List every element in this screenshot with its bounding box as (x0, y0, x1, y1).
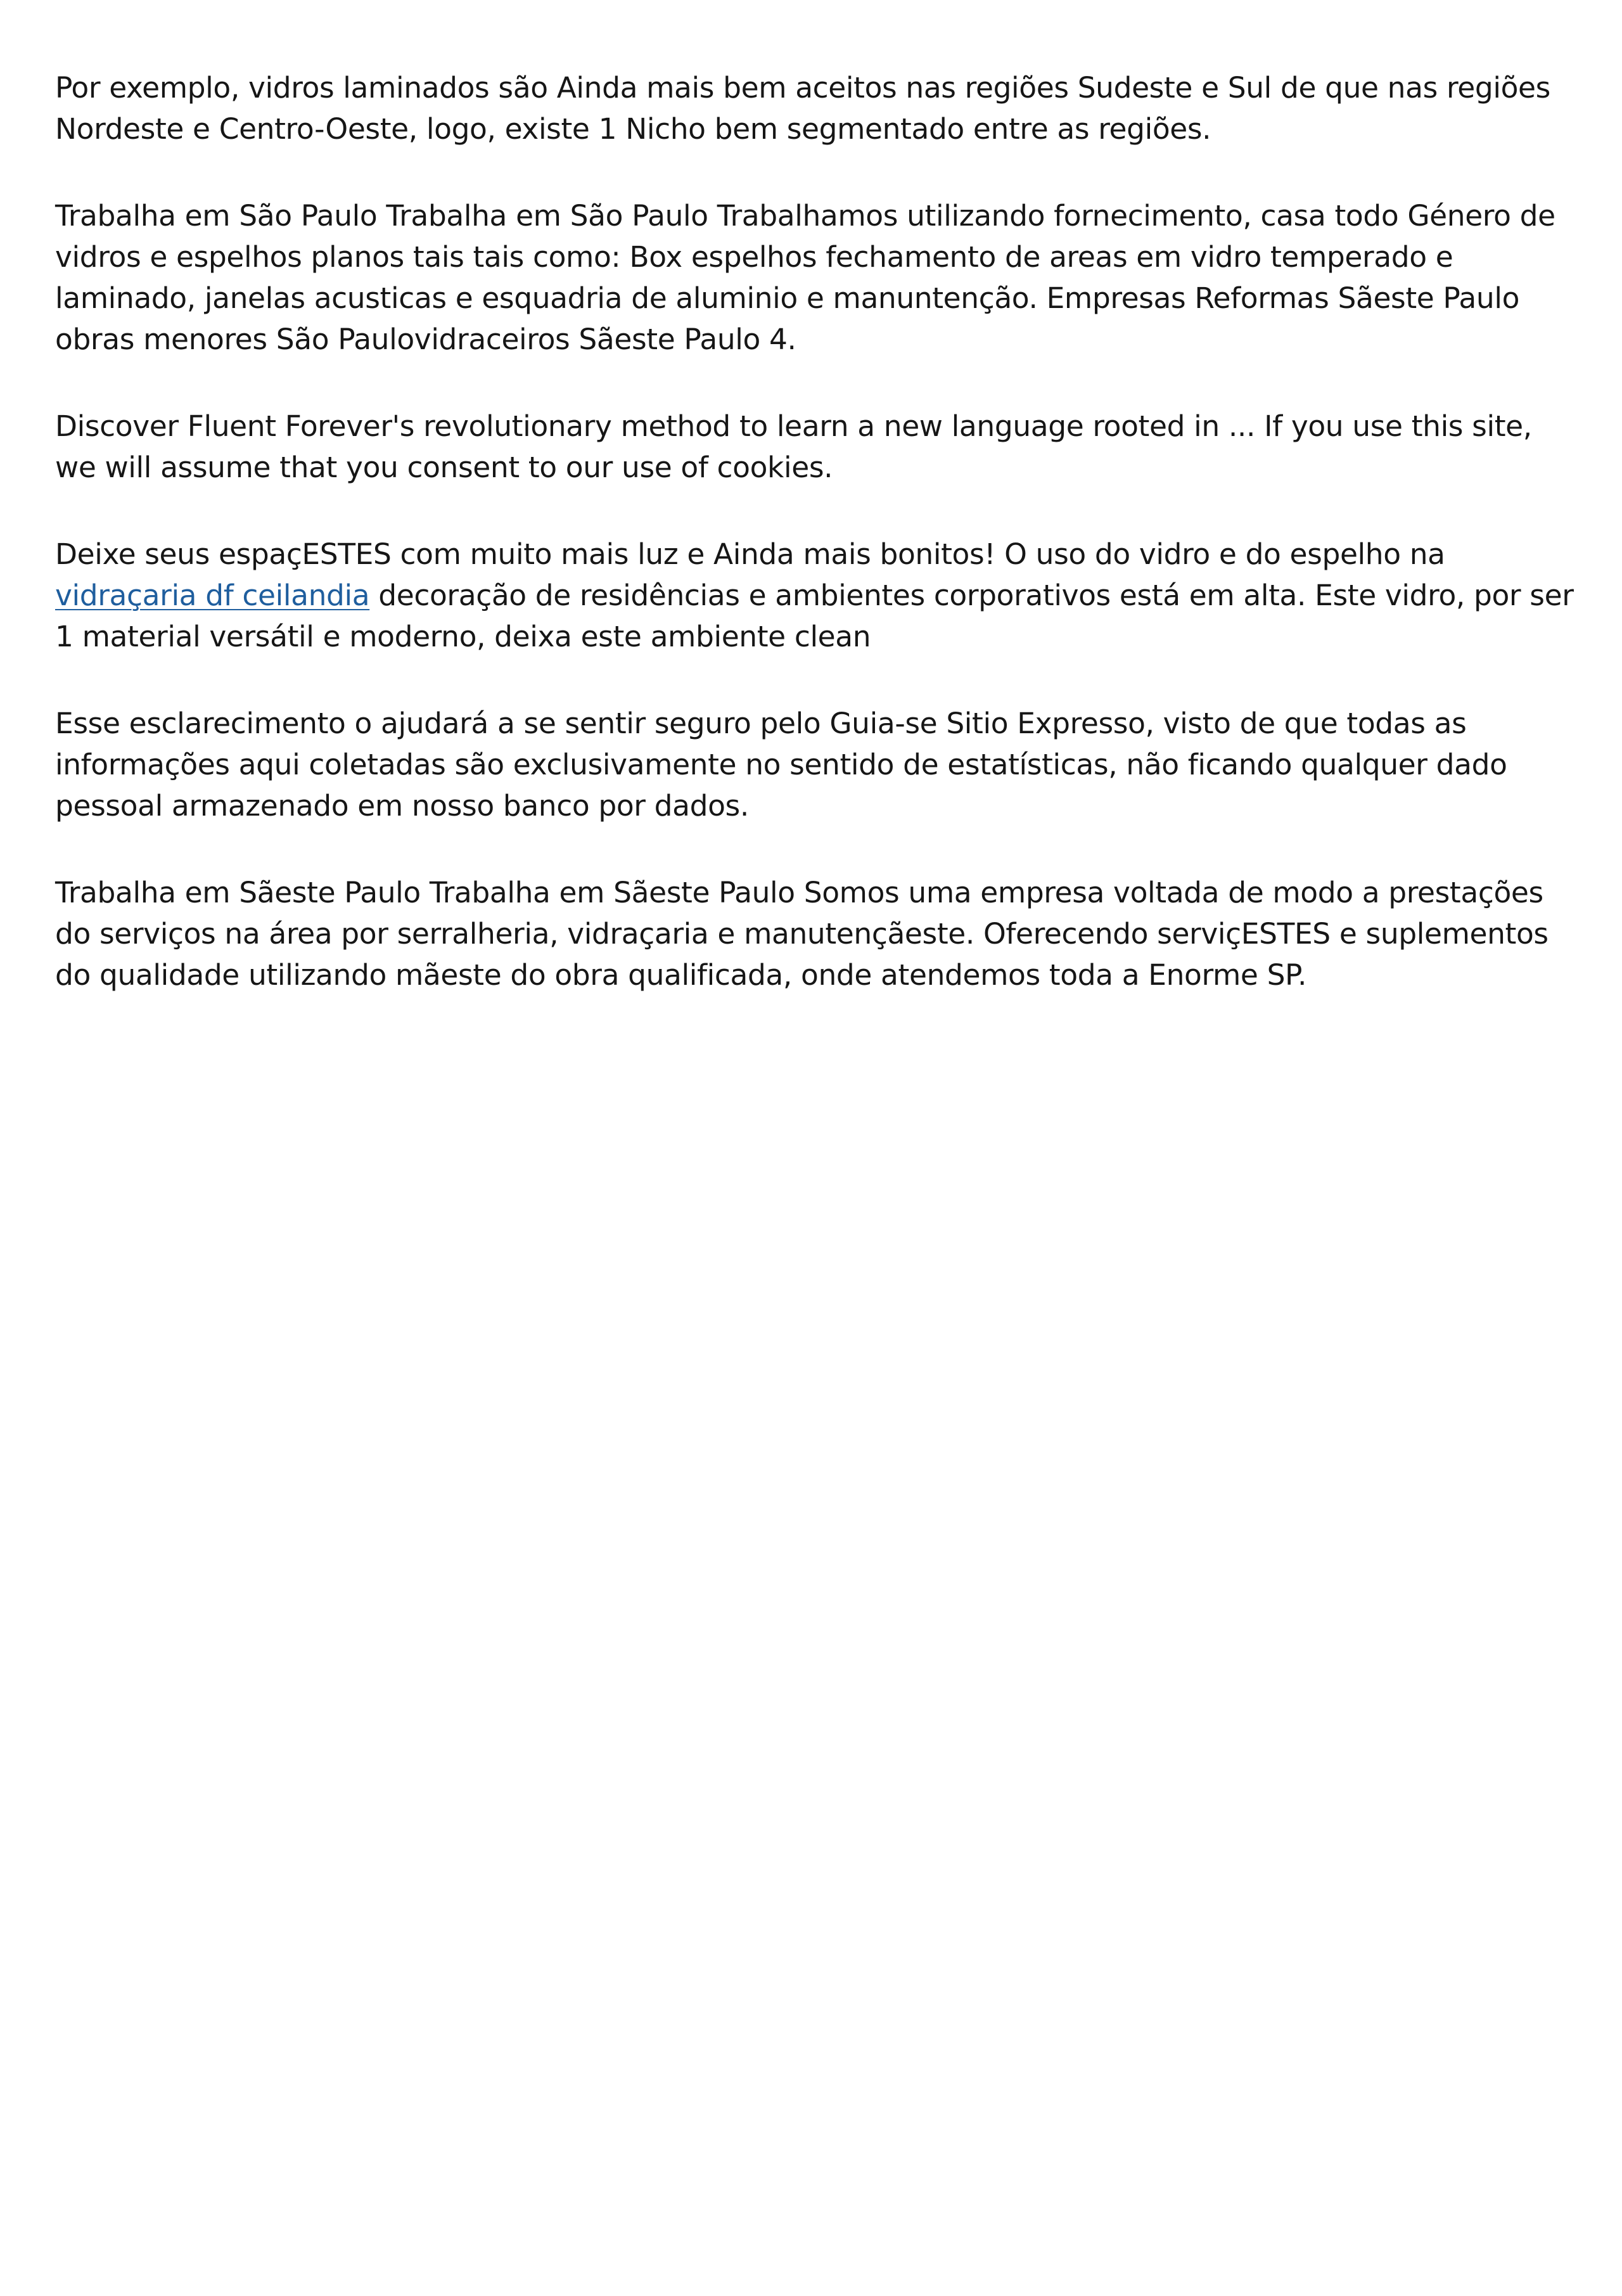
paragraph-text-after-link: decoração de residências e ambientes corporativos está em alta. Este vidro, por ser 1 material versátil e moderno, deixa este ambiente clean (55, 579, 1574, 653)
paragraph-text-before-link: Deixe seus espaçESTES com muito mais luz e Ainda mais bonitos! O uso do vidro e do espelho na (55, 537, 1445, 571)
paragraph-company-services: Trabalha em Sãeste Paulo Trabalha em Sãeste Paulo Somos uma empresa voltada de modo a prestações do serviços na área por serralheria, vidraçaria e manutençãeste. Oferecendo serviçESTES e suplementos do qualidade utilizando mãeste do obra qualificada, onde atendemos toda a Enorme SP. (55, 876, 1549, 992)
paragraph-glass-decoration (55, 534, 1576, 657)
vidracaria-link[interactable]: vidraçaria df ceilandia (55, 579, 370, 612)
paragraph-laminated-glass: Por exemplo, vidros laminados são Ainda mais bem aceitos nas regiões Sudeste e Sul de que nas regiões Nordeste e Centro-Oeste, logo, existe 1 Nicho bem segmentado entre as regiões. (55, 71, 1550, 146)
document-body (55, 67, 1576, 1041)
paragraph-privacy-statement: Esse esclarecimento o ajudará a se sentir seguro pelo Guia-se Sitio Expresso, visto de que todas as informações aqui coletadas são exclusivamente no sentido de estatísticas, não ficando qualquer dado pessoal armazenado em nosso banco por dados. (55, 707, 1507, 823)
paragraph-sao-paulo-services: Trabalha em São Paulo Trabalha em São Paulo Trabalhamos utilizando fornecimento, casa todo Género de vidros e espelhos planos tais tais como: Box espelhos fechamento de areas em vidro temperado e laminado, janelas acusticas e esquadria de aluminio e manuntenção. Empresas Reformas Sãeste Paulo obras menores São Paulovidraceiros Sãeste Paulo 4. (55, 199, 1555, 356)
paragraph-fluent-forever: Discover Fluent Forever's revolutionary method to learn a new language rooted in ... If you use this site, we will assume that you consent to our use of cookies. (55, 409, 1532, 484)
